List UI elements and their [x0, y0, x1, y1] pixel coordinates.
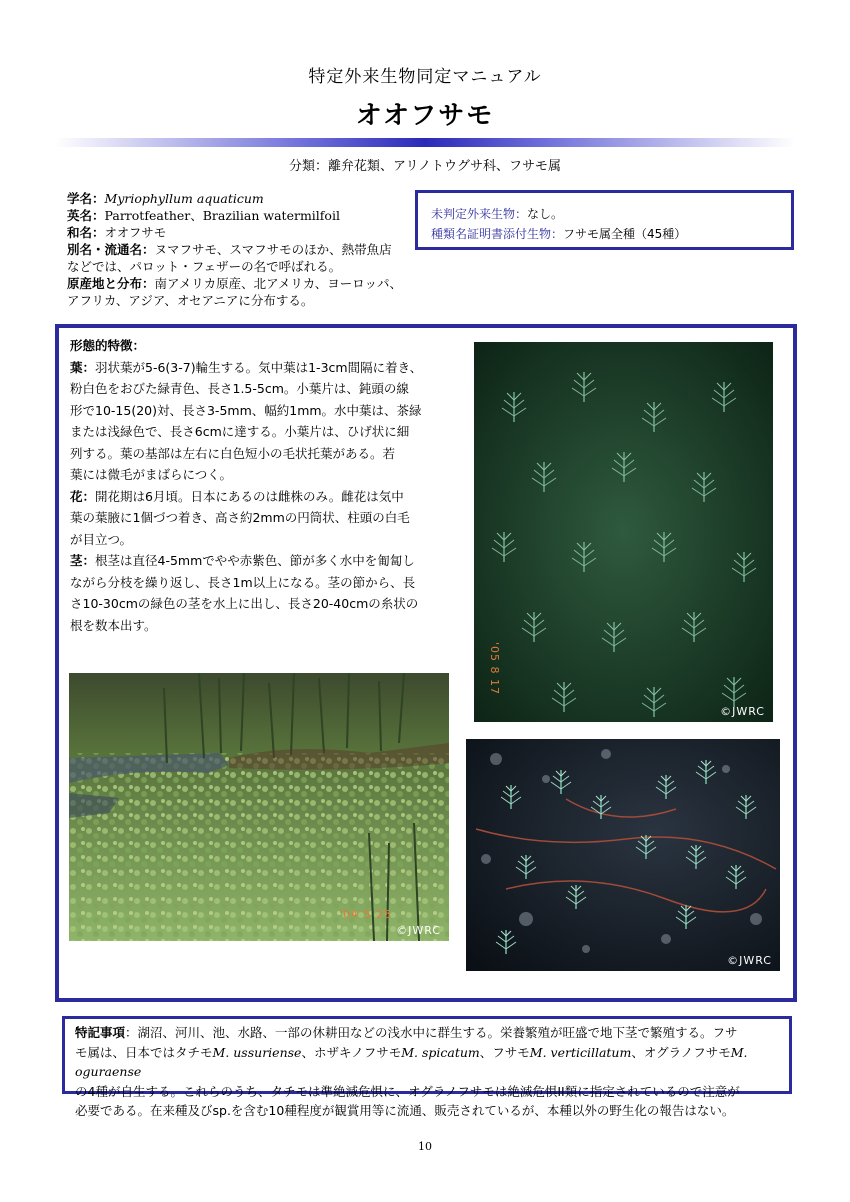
stem-text-1: 根茎は直径4-5mmでやや赤紫色、節が多く水中を匍匐し	[95, 553, 415, 568]
alias-value-2: などでは、パロット・フェザーの名で呼ばれる。	[67, 259, 342, 274]
leaf-line-1	[70, 357, 460, 379]
morphology-text	[70, 335, 460, 636]
notes-line-1-text: ：湖沼、河川、池、水路、一部の休耕田などの浅水中に群生する。栄養繁殖が旺盛で地下茎で繁殖する。フサ	[125, 1025, 738, 1040]
japanese-name-row	[67, 224, 407, 241]
leaf-text-5: 列する。葉の基部は左右に白色短小の毛状托葉がある。若	[70, 445, 396, 461]
notes-line-4: 必要である。在来種及びsp.を含む10種程度が観賞用等に流通、販売されているが、本種以外の野生化の報告はない。	[75, 1103, 735, 1118]
flower-label: 花：	[70, 488, 96, 504]
leaf-text-3: 形で10-15(20)対、長さ3-5mm、幅約1mm。水中葉は、茶緑	[70, 402, 422, 418]
english-name-row	[67, 207, 407, 224]
photo-date-stamp-1: '05 8 17	[488, 642, 501, 696]
notes-line-2-c: 、フサモ	[479, 1044, 530, 1060]
page-number: 10	[418, 1140, 432, 1153]
uncategorized-row	[431, 205, 563, 222]
stem-label: 茎：	[70, 553, 96, 568]
scientific-name-row	[67, 190, 407, 207]
scientific-name-value: Myriophyllum aquaticum	[104, 191, 264, 206]
notes-line-2-d: 、オグラノフサモ	[631, 1044, 731, 1060]
leaf-text-4: または浅緑色で、長さ6cmに達する。小葉片は、ひげ状に細	[70, 424, 410, 439]
notes-line-3: の4種が自生する。これらのうち、タチモは準絶滅危惧に、オグラノフサモは絶滅危惧II類に指定されているので注意が	[75, 1083, 740, 1099]
special-notes-box	[62, 1016, 792, 1118]
leaf-label: 葉：	[70, 359, 96, 375]
origin-label: 原産地と分布：	[67, 276, 155, 291]
origin-value-2: アフリカ、アジア、オセアニアに分布する。	[67, 293, 314, 308]
copyright-label-1: ©JWRC	[720, 705, 765, 718]
certificate-value: フサモ属全種（45種）	[563, 227, 687, 241]
photo-floating-shoots	[466, 739, 780, 971]
photo-emergent-shoots	[474, 342, 773, 722]
leaf-text-6: 葉には微毛がまばらにつく。	[70, 467, 233, 482]
origin-value-1: 南アメリカ原産、北アメリカ、ヨーロッパ、	[154, 276, 403, 291]
flower-line-1	[70, 486, 460, 508]
origin-row	[67, 275, 407, 292]
notes-label: 特記事項	[75, 1025, 126, 1040]
alias-label: 別名・流通名：	[67, 242, 155, 257]
identification-block	[67, 190, 407, 309]
stem-text-2: ながら分枝を繰り返し、長さ1m以上になる。茎の節から、長	[70, 574, 416, 590]
alias-value-1: ヌマフサモ、スマフサモのほか、熱帯魚店	[154, 242, 392, 257]
photo-floating-shoots-image	[466, 739, 780, 971]
stem-text-3: さ10-30cmの緑色の茎を水上に出し、長さ20-40cmの糸状の	[70, 596, 419, 611]
flower-text-1: 開花期は6月頃。日本にあるのは雌株のみ。雌花は気中	[95, 488, 404, 504]
leaf-text-2: 粉白色をおびた緑青色、長さ1.5-5cm。小葉片は、鈍頭の線	[70, 381, 409, 396]
alias-row	[67, 241, 407, 258]
status-box	[415, 190, 794, 250]
notes-sci-ussuriense: M. ussuriense	[212, 1044, 302, 1060]
photo-emergent-shoots-image	[474, 342, 773, 722]
photo-colony-habitat	[69, 673, 449, 941]
photo-colony-habitat-image	[69, 673, 449, 941]
notes-line-2-b: 、ホザキノフサモ	[301, 1044, 402, 1060]
notes-sci-verticillatum: M. verticillatum	[529, 1044, 632, 1060]
notes-line-2-a: モ属は、日本ではタチモ	[75, 1044, 213, 1060]
uncategorized-label: 未判定外来生物：	[431, 207, 528, 221]
notes-line-1	[75, 1023, 779, 1043]
species-title: オオフサモ	[355, 101, 495, 131]
notes-line-2	[75, 1043, 779, 1082]
manual-title: 特定外来生物同定マニュアル	[308, 67, 542, 87]
certificate-row	[431, 225, 686, 242]
notes-sci-spicatum: M. spicatum	[401, 1044, 480, 1060]
uncategorized-value: なし。	[527, 207, 564, 221]
leaf-text-1: 羽状葉が5-6(3-7)輪生する。気中葉は1-3cm間隔に着き、	[95, 359, 423, 375]
stem-line-1	[70, 550, 460, 572]
japanese-name-value: オオフサモ	[104, 225, 167, 240]
certificate-label: 種類名証明書添付生物：	[431, 227, 564, 241]
notes-sci-oguraense: M. oguraense	[75, 1044, 748, 1079]
photo-date-stamp-2: '04 5 25	[339, 908, 393, 921]
title-underline-bar	[55, 138, 795, 147]
japanese-name-label: 和名：	[67, 225, 105, 240]
classification-line: 分類：離弁花類、アリノトウグサ科、フサモ属	[289, 159, 561, 174]
copyright-label-3: ©JWRC	[727, 954, 772, 967]
copyright-label-2: ©JWRC	[396, 924, 441, 937]
english-name-value: Parrotfeather、Brazilian watermilfoil	[104, 208, 340, 223]
flower-text-2: 葉の葉腋に1個づつ着き、高さ約2mmの円筒状、柱頭の白毛	[70, 510, 410, 525]
morphology-heading: 形態的特徴：	[70, 338, 146, 353]
stem-text-4: 根を数本出す。	[70, 617, 157, 633]
flower-text-3: が目立つ。	[70, 531, 133, 547]
english-name-label: 英名：	[67, 208, 105, 223]
scientific-name-label: 学名：	[67, 191, 105, 206]
